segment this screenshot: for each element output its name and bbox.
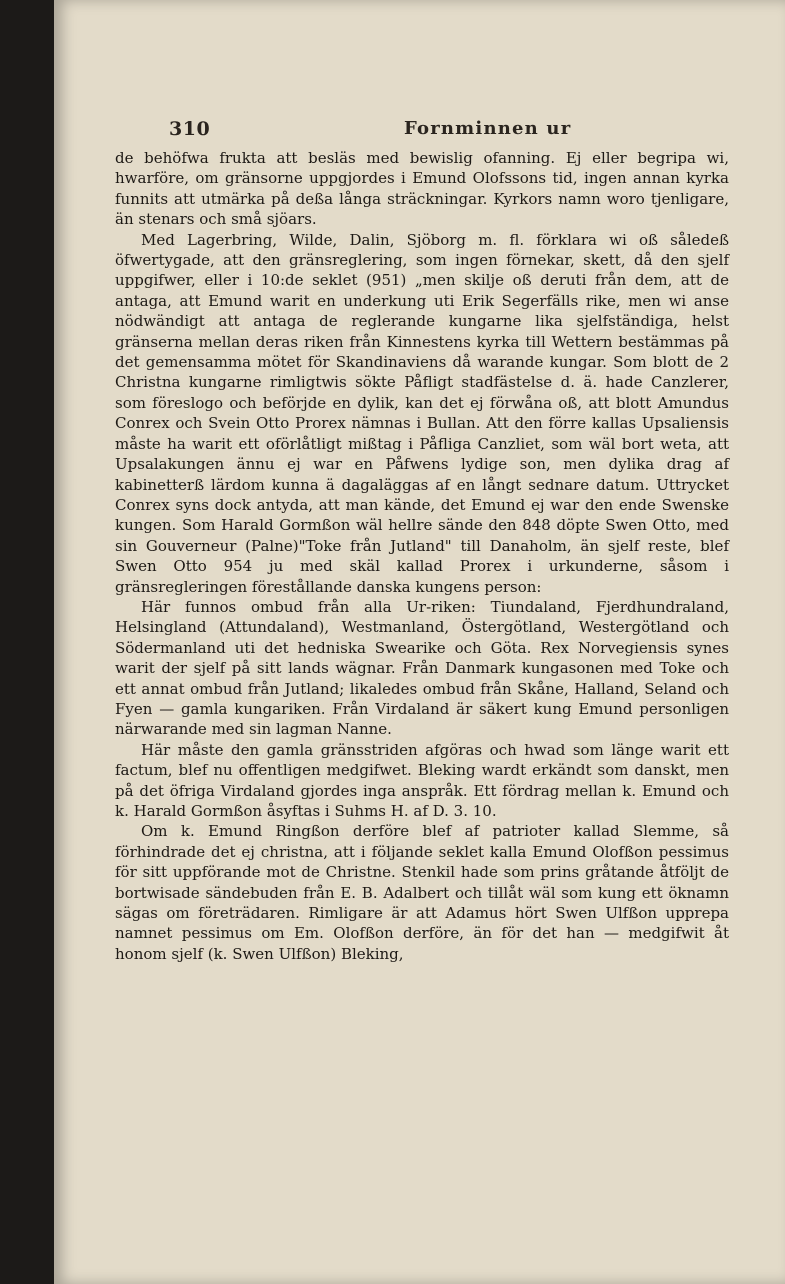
- paragraph-5: Om k. Emund Ringßon derföre blef af patrioter kallad Slemme, så förhindrade det ej christna, att i följande seklet kalla Emund Olofßon pessimus för sitt uppförande mot de Christne. Stenkil hade som prins gråtande åtföljt de bortwisade sändebuden från E. B. Adalbert och tillåt wäl som kung ett öknamn sägas om företrädaren. Rimligare är att Adamus hört Swen Ulfßon upprepa namnet pessimus om Em. Olofßon derföre, än för det han — medgifwit åt honom sjelf (k. Swen Ulfßon) Bleking,: [115, 822, 729, 963]
- body-text: [115, 148, 729, 964]
- page-header: [169, 118, 779, 142]
- paragraph-1: de behöfwa frukta att besläs med bewislig ofanning. Ej eller begripa wi, hwarföre, om gränsorne uppgjordes i Emund Olofssons tid, ingen annan kyrka funnits att utmärka på deßa långa sträckningar. Kyrkors namn woro tjenligare, än stenars och små sjöars.: [115, 149, 729, 229]
- paragraph-2: Med Lagerbring, Wilde, Dalin, Sjöborg m. fl. förklara wi oß såledeß öfwertygade, att den gränsreglering, som ingen förnekar, skett, då den sjelf uppgifwer, eller i 10:de seklet (951) „men skilje oß deruti från dem, att de antaga, att Emund warit en underkung uti Erik Segerfälls rike, men wi anse nödwändigt att antaga de reglerande kungarne lika sjelfständiga, helst gränserna mellan deras riken från Kinnestens kyrka till Wettern bestämmas på det gemensamma mötet för Skandinaviens då warande kungar. Som blott de 2 Christna kungarne rimligtwis sökte Påfligt stadfästelse d. ä. hade Canzlerer, som föreslogo och beförjde en dylik, kan det ej förwåna oß, att blott Amundus Conrex och Svein Otto Prorex nämnas i Bullan. Att den förre kallas Upsaliensis måste ha warit ett oförlåtligt mißtag i Påfliga Canzliet, som wäl bort weta, att Upsalakungen ännu ej war en Påfwens lydige son, men dylika drag af kabinetterß lärdom kunna ä dagaläggas af en långt sednare datum. Uttrycket Conrex syns dock antyda, att man kände, det Emund ej war den ende Swenske kungen. Som Harald Gormßon wäl hellre sände den 848 döpte Swen Otto, med sin Gouverneur (Palne)"Toke från Jutland" till Danaholm, än sjelf reste, blef Swen Otto 954 ju med skäl kallad Prorex i urkunderne, såsom i gränsregleringen förestållande danska kungens person:: [115, 230, 729, 596]
- paragraph-4: Här måste den gamla gränsstriden afgöras och hwad som länge warit ett factum, blef nu offentligen medgifwet. Bleking wardt erkändt som danskt, men på det öfriga Virdaland gjordes inga anspråk. Ett fördrag mellan k. Emund och k. Harald Gormßon åsyftas i Suhms H. af D. 3. 10.: [115, 740, 729, 820]
- paragraph-3: Här funnos ombud från alla Ur-riken: Tiundaland, Fjerdhundraland, Helsingland (Attundaland), Westmanland, Östergötland, Westergötland och Södermanland uti det hedniska Swearike och Göta. Rex Norvegiensis synes warit der sjelf på sitt lands wägnar. Från Danmark kungasonen med Toke och ett annat ombud från Jutland; likaledes ombud från Skåne, Halland, Seland och Fyen — gamla kungariken. Från Virdaland är säkert kung Emund personligen närwarande med sin lagman Nanne.: [115, 597, 729, 739]
- page-number: 310: [169, 118, 211, 140]
- running-title: Fornminnen ur: [404, 118, 572, 139]
